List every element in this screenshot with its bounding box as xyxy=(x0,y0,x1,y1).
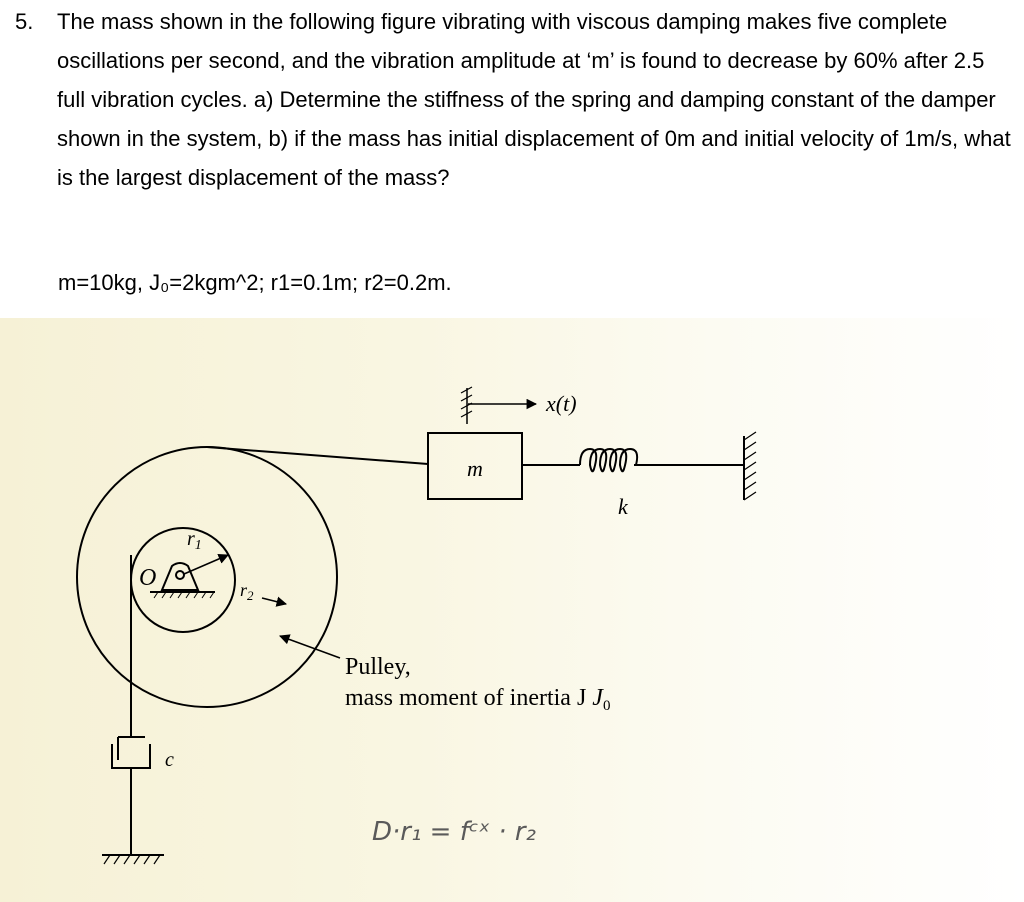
rope-to-mass xyxy=(207,447,428,464)
spring-label: k xyxy=(618,494,628,519)
damper-label: c xyxy=(165,749,174,771)
ground-hatch xyxy=(104,855,160,864)
r1-label: $r_1$ xyxy=(187,528,202,553)
displacement-label: x(t) xyxy=(546,391,577,416)
pivot-pin xyxy=(176,571,184,579)
r2-label: $r_2$ xyxy=(240,580,254,603)
problem-number: 5. xyxy=(15,9,34,34)
spring-coil xyxy=(580,449,637,471)
pulley-description: mass moment of inertia J $J_0$ xyxy=(345,685,611,714)
r2-arrow xyxy=(262,598,286,604)
right-wall-hatch xyxy=(744,432,756,500)
mass-label: m xyxy=(467,456,483,481)
damper xyxy=(112,737,150,855)
pivot-support xyxy=(162,563,198,590)
pulley-title: Pulley, xyxy=(345,654,411,680)
r1-arrow xyxy=(184,555,228,574)
given-values: m=10kg, J₀=2kgm^2; r1=0.1m; r2=0.2m. xyxy=(58,270,452,295)
problem-text: The mass shown in the following figure vibrating with viscous damping makes five complete oscillations per second, and the vibration amplitude at ‘m’ is found to decrease by 60% after 2.5 full vibration cycles. a) Determine the stiffness of the spring and damping constant of the damper shown in the system, b) if the mass has initial displacement of 0m and initial velocity of 1m/s, what is the largest displacement of the mass? xyxy=(57,9,1011,190)
pulley-outer-circle xyxy=(77,447,337,707)
handwritten-note: D·r₁ = fᶜˣ · r₂ xyxy=(372,817,536,847)
pivot-label: O xyxy=(139,565,157,591)
